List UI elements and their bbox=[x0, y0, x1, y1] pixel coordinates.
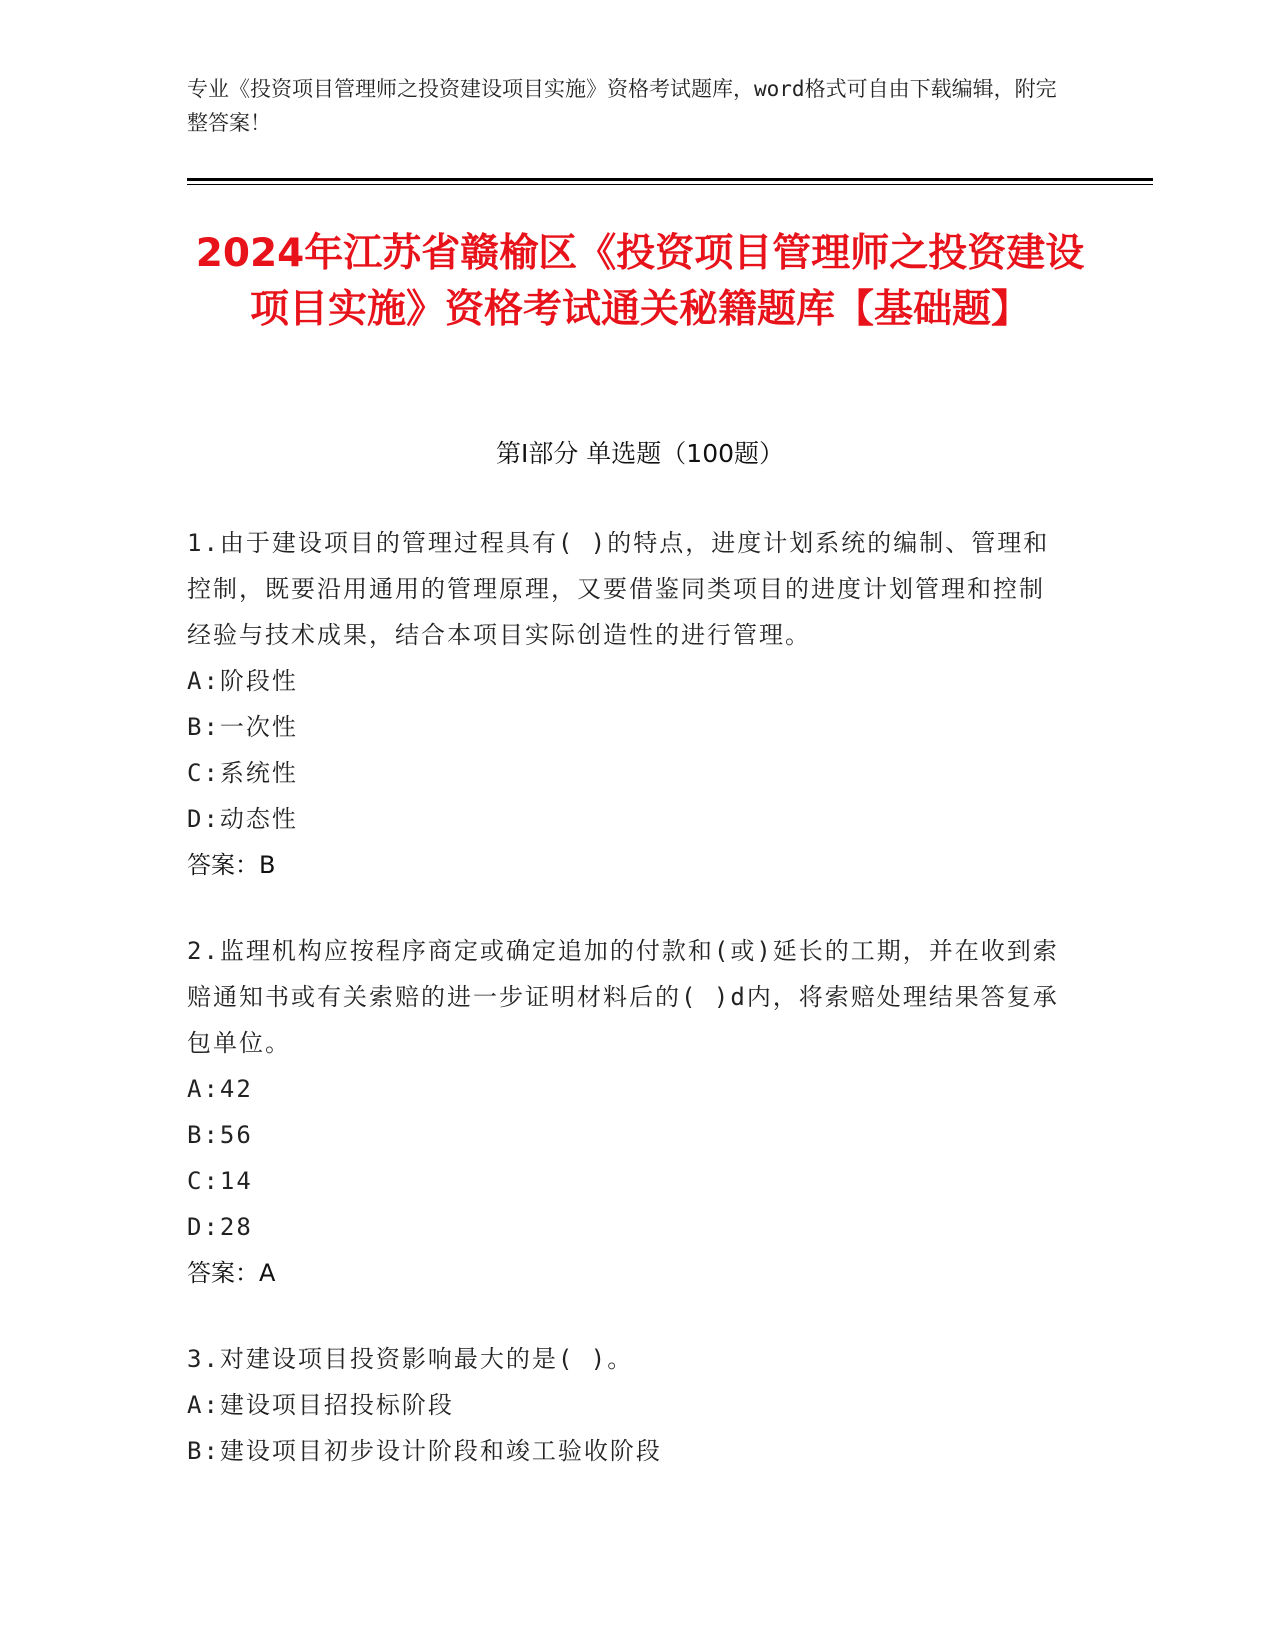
option-b: B:一次性 bbox=[187, 713, 298, 741]
option-a: A:阶段性 bbox=[187, 667, 298, 695]
question-3 bbox=[187, 1336, 1067, 1474]
section-heading: 第Ⅰ部分 单选题（100题） bbox=[495, 439, 785, 468]
answer: 答案：A bbox=[187, 1259, 276, 1287]
question-stem: 2.监理机构应按程序商定或确定追加的付款和(或)延长的工期，并在收到索赔通知书或有关索赔的进一步证明材料后的( )d内，将索赔处理结果答复承包单位。 bbox=[187, 937, 1059, 1057]
option-a: A:42 bbox=[187, 1075, 253, 1103]
option-d: D:动态性 bbox=[187, 805, 298, 833]
option-c: C:14 bbox=[187, 1167, 253, 1195]
document-title: 2024年江苏省赣榆区《投资项目管理师之投资建设项目实施》资格考试通关秘籍题库【基础题】 bbox=[195, 231, 1085, 332]
question-stem: 3.对建设项目投资影响最大的是( )。 bbox=[187, 1345, 634, 1373]
question-2 bbox=[187, 928, 1067, 1296]
option-b: B:建设项目初步设计阶段和竣工验收阶段 bbox=[187, 1437, 662, 1465]
header-divider-thin bbox=[187, 184, 1153, 185]
answer: 答案：B bbox=[187, 851, 276, 879]
option-a: A:建设项目招投标阶段 bbox=[187, 1391, 454, 1419]
header-divider-thick bbox=[187, 178, 1153, 181]
option-b: B:56 bbox=[187, 1121, 253, 1149]
question-stem: 1.由于建设项目的管理过程具有( )的特点，进度计划系统的编制、管理和控制，既要沿用通用的管理原理，又要借鉴同类项目的进度计划管理和控制经验与技术成果，结合本项目实际创造性的进行管理。 bbox=[187, 529, 1050, 649]
option-d: D:28 bbox=[187, 1213, 253, 1241]
option-c: C:系统性 bbox=[187, 759, 298, 787]
header-note: 专业《投资项目管理师之投资建设项目实施》资格考试题库，word格式可自由下载编辑，附完整答案！ bbox=[187, 77, 1057, 135]
question-1 bbox=[187, 520, 1067, 888]
